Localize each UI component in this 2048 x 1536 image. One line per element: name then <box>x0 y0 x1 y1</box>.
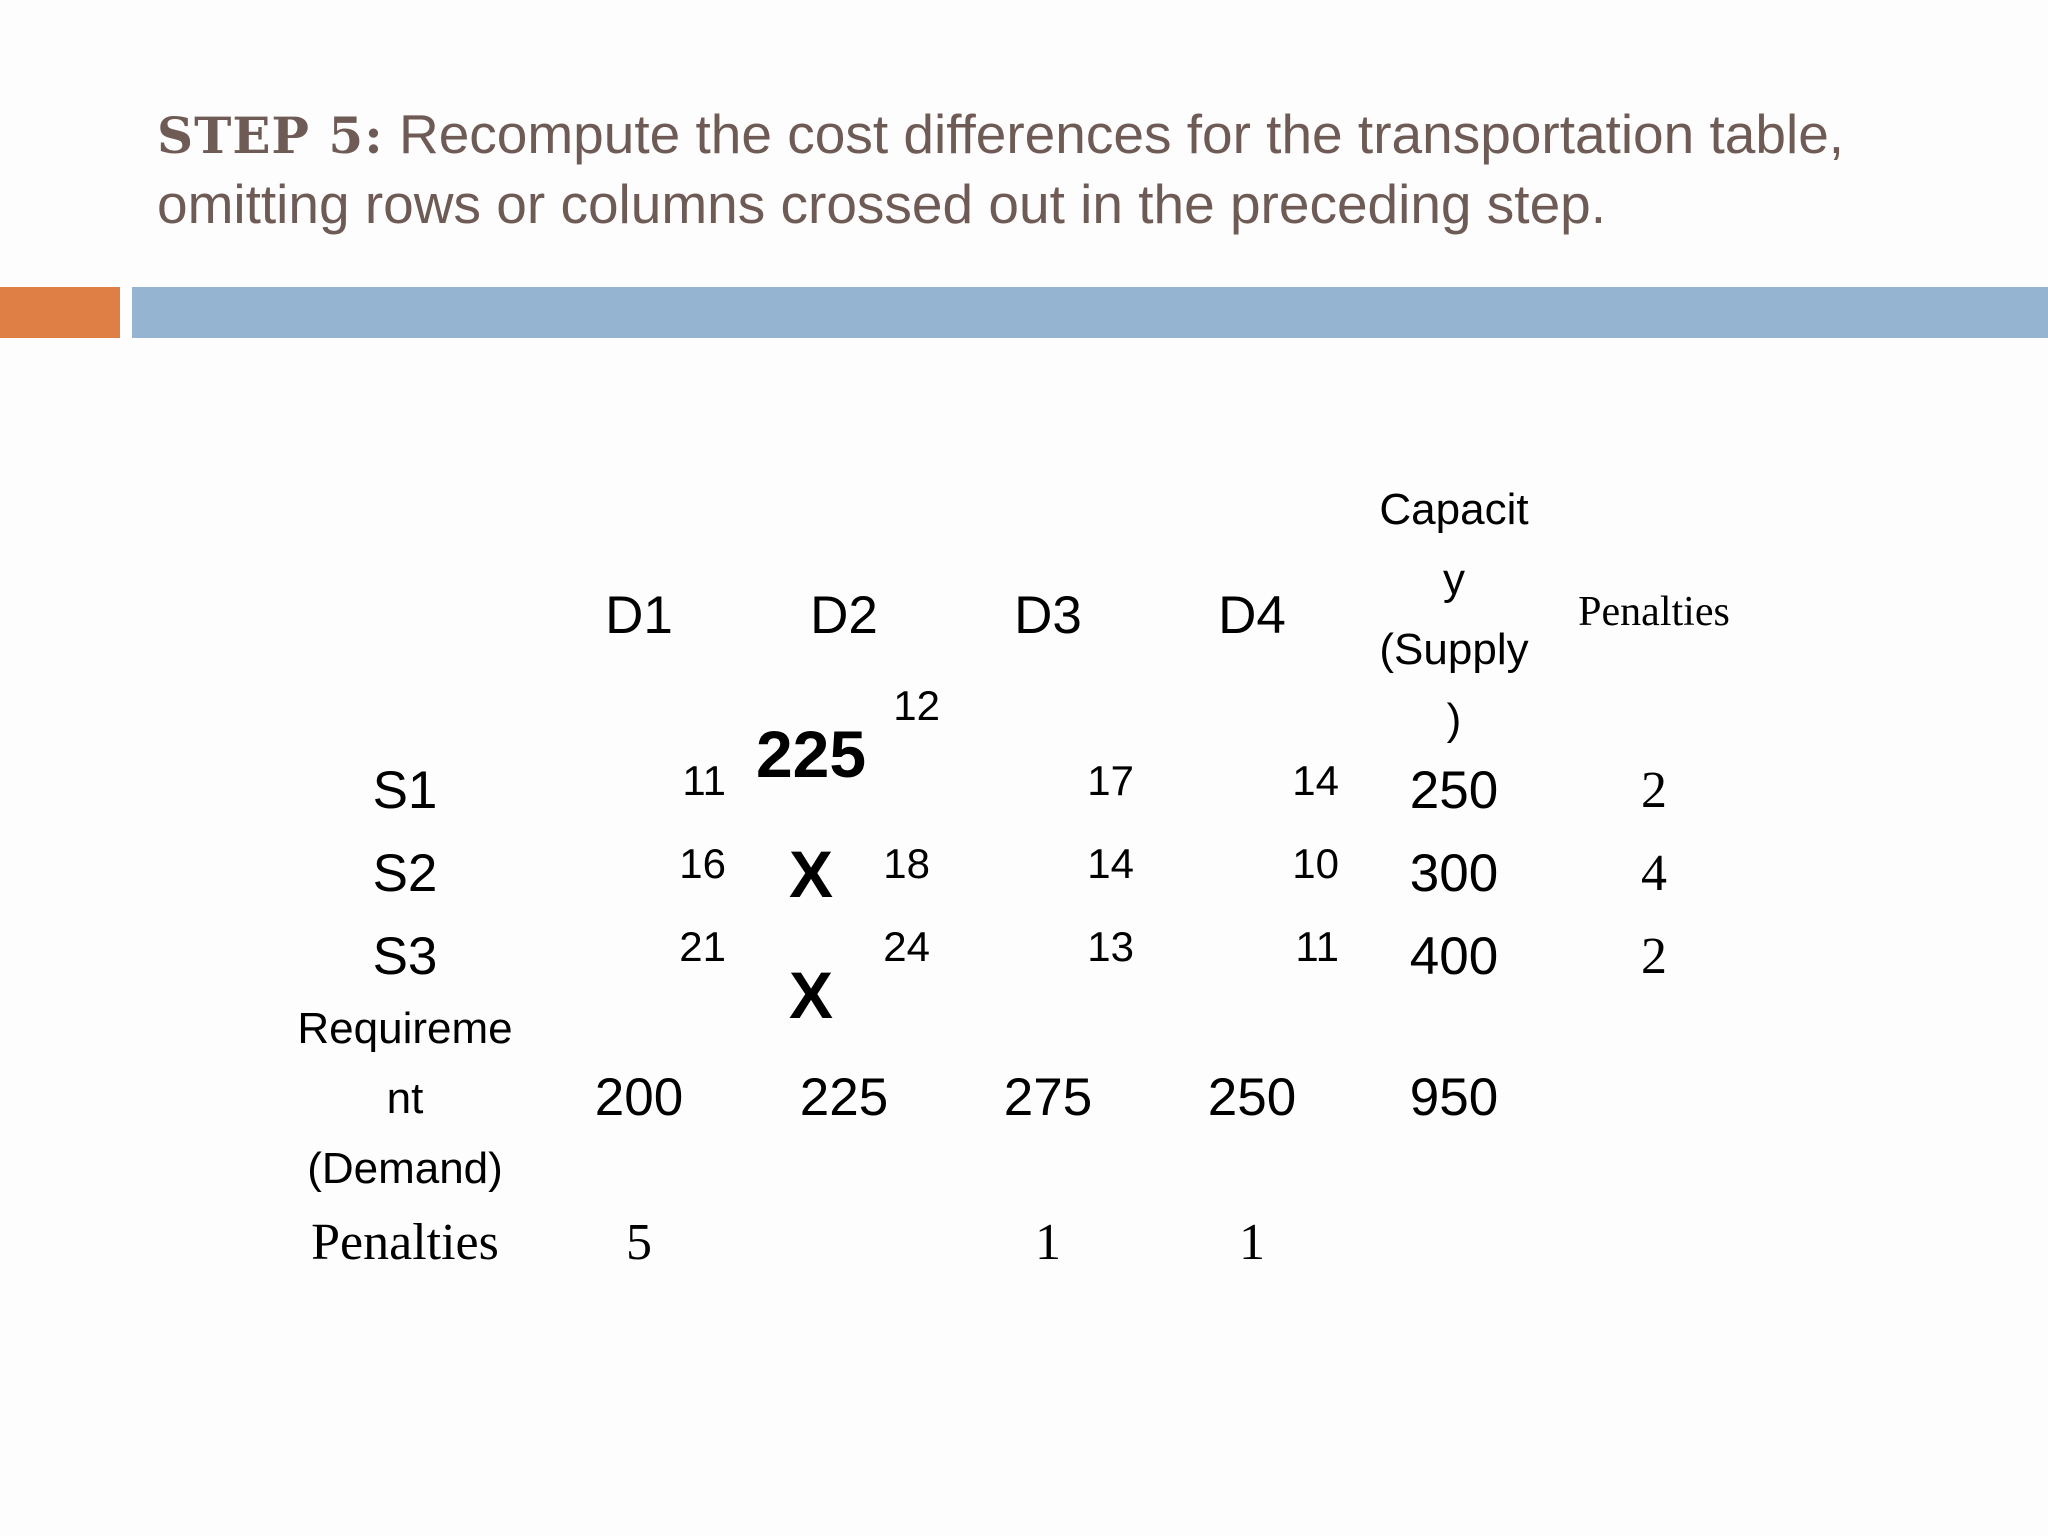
cost-s2-d1: 16 <box>679 840 726 887</box>
column-penalty-d4: 1 <box>1239 1214 1265 1271</box>
penalties-header: Penalties <box>1578 589 1730 635</box>
requirement-d2: 225 <box>799 1068 889 1127</box>
cost-s1-d1: 11 <box>682 757 726 804</box>
row-label-s3: S3 <box>372 927 438 986</box>
requirement-label: Requireme nt (Demand) <box>297 1004 513 1193</box>
column-header-d3: D3 <box>1014 586 1082 645</box>
row-label-s2: S2 <box>372 844 438 903</box>
row-penalty-s1: 2 <box>1641 762 1667 819</box>
total-requirement: 950 <box>1409 1068 1499 1127</box>
step-label: STEP 5: <box>157 106 384 165</box>
crossed-cell-s2-d2: X <box>788 837 834 911</box>
row-penalty-s2: 4 <box>1641 845 1667 902</box>
column-penalty-d1: 5 <box>626 1214 652 1271</box>
cost-s1-d3: 17 <box>1087 757 1134 804</box>
capacity-s1: 250 <box>1409 761 1499 820</box>
row-penalty-s3: 2 <box>1641 928 1667 985</box>
cost-s3-d2: 24 <box>883 923 930 970</box>
cost-s1-d2: 12 <box>893 682 940 729</box>
column-penalty-d3: 1 <box>1035 1214 1061 1271</box>
requirement-d3: 275 <box>1003 1068 1093 1127</box>
accent-bar-blue <box>132 287 2048 338</box>
capacity-s2: 300 <box>1409 844 1499 903</box>
cost-s3-d3: 13 <box>1087 923 1134 970</box>
cost-s3-d1: 21 <box>679 923 726 970</box>
cost-s2-d2: 18 <box>883 840 930 887</box>
column-header-d1: D1 <box>605 586 673 645</box>
requirement-d1: 200 <box>594 1068 684 1127</box>
cost-s2-d3: 14 <box>1087 840 1134 887</box>
cost-s3-d4: 11 <box>1295 923 1339 970</box>
column-header-d4: D4 <box>1218 586 1286 645</box>
step-text: Recompute the cost differences for the transportation table, omitting rows or columns crossed out in the preceding step. <box>157 103 1845 235</box>
row-label-s1: S1 <box>372 761 438 820</box>
crossed-cell-s3-d2: X <box>788 958 834 1032</box>
accent-bar-orange <box>0 287 120 338</box>
allocation-s1-d2: 225 <box>755 717 867 791</box>
capacity-header: Capacit y (Supply ) <box>1379 485 1529 744</box>
column-header-d2: D2 <box>810 586 878 645</box>
requirement-d4: 250 <box>1207 1068 1297 1127</box>
capacity-s3: 400 <box>1409 927 1499 986</box>
slide-title <box>157 100 1957 239</box>
cost-s1-d4: 14 <box>1292 757 1339 804</box>
column-penalties-label: Penalties <box>311 1214 499 1271</box>
cost-s2-d4: 10 <box>1292 840 1339 887</box>
